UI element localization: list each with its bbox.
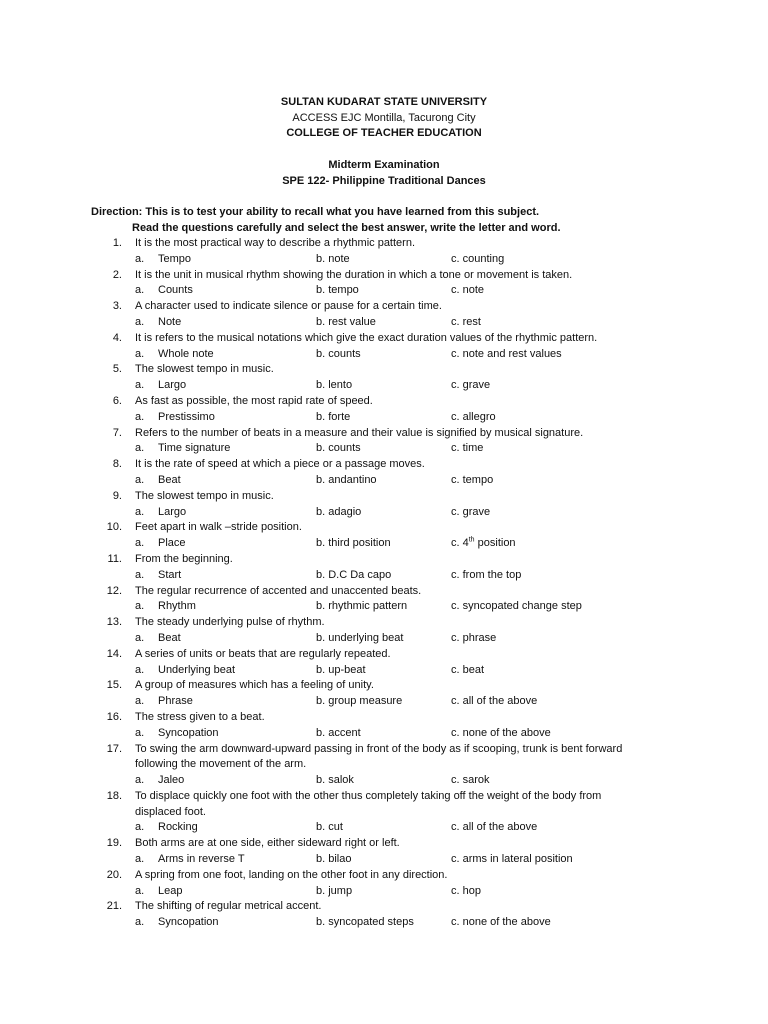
option-b: b. tempo	[316, 284, 359, 297]
question-item	[0, 584, 768, 616]
option-c	[451, 536, 516, 552]
question-item	[0, 552, 768, 584]
option-a-letter: a.	[135, 695, 145, 708]
option-a: Phrase	[158, 695, 193, 708]
question-item	[0, 615, 768, 647]
option-a: Beat	[158, 473, 181, 486]
question-list	[0, 236, 768, 931]
college-name: COLLEGE OF TEACHER EDUCATION	[286, 127, 482, 139]
option-c: c. grave	[451, 505, 491, 518]
question-text: The slowest tempo in music.	[135, 489, 274, 502]
option-c: c. rest	[451, 315, 481, 328]
exam-title: Midterm Examination	[328, 159, 440, 171]
question-number: 19.	[106, 837, 122, 850]
option-a: Rocking	[158, 821, 198, 834]
question-item	[0, 899, 768, 931]
question-text: It is the rate of speed at which a piece or a passage moves.	[135, 458, 425, 471]
question-item	[0, 362, 768, 394]
option-a-letter: a.	[135, 505, 145, 518]
option-b: b. adagio	[316, 505, 362, 518]
question-number: 11.	[107, 552, 122, 565]
option-a: Prestissimo	[158, 410, 215, 423]
option-c: c. note	[451, 284, 485, 297]
option-a: Tempo	[158, 252, 192, 265]
question-number: 10.	[106, 521, 122, 534]
option-b: b. note	[316, 252, 350, 265]
option-c: c. note and rest values	[451, 347, 562, 360]
option-c: c. counting	[451, 252, 505, 265]
option-a-letter: a.	[135, 252, 145, 265]
question-text: To displace quickly one foot with the other thus completely taking off the weight of the body from	[135, 789, 602, 802]
option-b: b. salok	[316, 774, 354, 787]
course-title: SPE 122- Philippine Traditional Dances	[282, 175, 486, 187]
option-b: b. cut	[316, 821, 343, 834]
question-number: 5.	[112, 363, 122, 376]
direction-line-2: Read the questions carefully and select the best answer, write the letter and word.	[132, 222, 561, 234]
question-number: 1.	[112, 237, 122, 249]
option-c: c. from the top	[451, 568, 522, 581]
option-a-letter: a.	[135, 347, 145, 360]
option-c: c. syncopated change step	[451, 600, 582, 613]
question-text: To swing the arm downward-upward passing in front of the body as if scooping, trunk is bent forward	[135, 742, 623, 755]
option-a-letter: a.	[135, 473, 145, 486]
question-number: 4.	[112, 331, 122, 344]
option-b: b. rest value	[316, 315, 376, 328]
option-b: b. forte	[316, 410, 351, 423]
option-c: c. all of the above	[451, 695, 538, 708]
option-c: c. tempo	[451, 473, 494, 486]
question-item	[0, 236, 768, 268]
option-a-letter: a.	[135, 442, 145, 455]
question-text: The slowest tempo in music.	[135, 363, 274, 376]
option-a: Largo	[158, 505, 187, 518]
option-b: b. rhythmic pattern	[316, 600, 408, 613]
option-a: Time signature	[158, 442, 231, 455]
option-c: c. arms in lateral position	[451, 853, 573, 866]
question-number: 7.	[112, 426, 122, 439]
question-text: A group of measures which has a feeling of unity.	[135, 679, 374, 692]
option-a-letter: a.	[135, 774, 145, 787]
question-item	[0, 457, 768, 489]
option-a-letter: a.	[135, 726, 145, 739]
question-item	[0, 678, 768, 710]
question-number: 20.	[106, 868, 122, 881]
question-text: A character used to indicate silence or pause for a certain time.	[135, 300, 442, 313]
question-number: 6.	[112, 394, 122, 407]
question-item	[0, 394, 768, 426]
question-number: 14.	[106, 647, 122, 660]
question-text: displaced foot.	[135, 805, 206, 818]
option-c: c. all of the above	[451, 821, 538, 834]
option-a: Underlying beat	[158, 663, 236, 676]
question-item	[0, 836, 768, 868]
option-a-letter: a.	[135, 663, 145, 676]
option-a: Largo	[158, 379, 187, 392]
option-a: Syncopation	[158, 726, 219, 739]
option-b: b. andantino	[316, 473, 377, 486]
option-c: c. sarok	[451, 774, 490, 787]
option-c: c. time	[451, 442, 484, 455]
option-a: Arms in reverse T	[158, 853, 245, 866]
option-c: c. none of the above	[451, 916, 551, 929]
option-c-text: c. 4	[451, 537, 469, 550]
option-b: b. counts	[316, 442, 361, 455]
direction-line-1: Direction: This is to test your ability to recall what you have learned from this subject.	[91, 206, 540, 218]
question-item	[0, 268, 768, 300]
university-name: SULTAN KUDARAT STATE UNIVERSITY	[280, 96, 488, 108]
option-a: Jaleo	[158, 774, 185, 787]
option-b: b. underlying beat	[316, 631, 404, 644]
option-c: c. phrase	[451, 631, 497, 644]
option-a-letter: a.	[135, 853, 145, 866]
option-a: Start	[158, 568, 182, 581]
option-a: Note	[158, 315, 182, 328]
option-a-letter: a.	[135, 379, 145, 392]
question-text: From the beginning.	[135, 552, 233, 565]
option-a: Whole note	[158, 347, 214, 360]
option-a-letter: a.	[135, 537, 145, 550]
option-a-letter: a.	[135, 410, 145, 423]
option-a: Syncopation	[158, 916, 219, 929]
question-item	[0, 789, 768, 836]
option-b: b. lento	[316, 379, 353, 392]
option-b: b. group measure	[316, 695, 403, 708]
option-b: b. jump	[316, 884, 353, 897]
option-c: c. hop	[451, 884, 481, 897]
question-text: The regular recurrence of accented and unaccented beats.	[135, 584, 422, 597]
question-number: 2.	[112, 268, 122, 281]
question-item	[0, 868, 768, 900]
option-a-letter: a.	[135, 821, 145, 834]
option-a: Beat	[158, 631, 181, 644]
question-text: following the movement of the arm.	[135, 758, 307, 771]
option-a-letter: a.	[135, 600, 145, 613]
question-text: Feet apart in walk –stride position.	[135, 521, 302, 534]
option-b: b. accent	[316, 726, 361, 739]
question-text: Refers to the number of beats in a measure and their value is signified by musical signature.	[135, 426, 584, 439]
question-text: The shifting of regular metrical accent.	[135, 900, 322, 913]
question-number: 3.	[112, 300, 122, 313]
option-a: Place	[158, 537, 186, 550]
campus-line: ACCESS EJC Montilla, Tacurong City	[292, 112, 476, 124]
question-number: 8.	[112, 458, 122, 471]
option-c: c. grave	[451, 379, 491, 392]
option-a-letter: a.	[135, 884, 145, 897]
question-text: It is the most practical way to describe a rhythmic pattern.	[135, 237, 416, 249]
option-a: Counts	[158, 284, 193, 297]
option-b: b. bilao	[316, 853, 352, 866]
question-item	[0, 647, 768, 679]
question-item	[0, 426, 768, 458]
question-number: 17.	[106, 742, 122, 755]
question-text: A series of units or beats that are regularly repeated.	[135, 647, 391, 660]
question-text: It is the unit in musical rhythm showing the duration in which a tone or movement is taken.	[135, 268, 573, 281]
question-item	[0, 299, 768, 331]
option-b: b. third position	[316, 537, 391, 550]
question-number: 16.	[106, 710, 122, 723]
option-b: b. D.C Da capo	[316, 568, 392, 581]
option-a: Leap	[158, 884, 183, 897]
question-item	[0, 742, 768, 789]
question-number: 15.	[106, 679, 122, 692]
question-number: 13.	[106, 616, 122, 629]
question-text: As fast as possible, the most rapid rate of speed.	[135, 394, 373, 407]
question-item	[0, 710, 768, 742]
option-a-letter: a.	[135, 284, 145, 297]
question-number: 12.	[106, 584, 122, 597]
option-c: c. none of the above	[451, 726, 551, 739]
option-a: Rhythm	[158, 600, 196, 613]
question-text: It is refers to the musical notations which give the exact duration values of the rhythmic pattern.	[135, 331, 598, 344]
question-item	[0, 489, 768, 521]
option-a-letter: a.	[135, 916, 145, 929]
option-c: c. allegro	[451, 410, 496, 423]
option-c: c. beat	[451, 663, 485, 676]
option-b: b. counts	[316, 347, 361, 360]
question-number: 21.	[106, 900, 122, 913]
question-text: The stress given to a beat.	[135, 710, 265, 723]
question-item	[0, 331, 768, 363]
option-c-superscript: th	[468, 536, 475, 544]
option-c-suffix: position	[474, 537, 516, 550]
question-text: Both arms are at one side, either sideward right or left.	[135, 837, 400, 850]
question-text: The steady underlying pulse of rhythm.	[135, 616, 325, 629]
option-b: b. syncopated steps	[316, 916, 414, 929]
option-a-letter: a.	[135, 631, 145, 644]
question-text: A spring from one foot, landing on the other foot in any direction.	[135, 868, 448, 881]
question-item	[0, 520, 768, 552]
option-a-letter: a.	[135, 568, 145, 581]
question-number: 18.	[106, 789, 122, 802]
option-b: b. up-beat	[316, 663, 366, 676]
option-a-letter: a.	[135, 315, 145, 328]
question-number: 9.	[112, 489, 122, 502]
